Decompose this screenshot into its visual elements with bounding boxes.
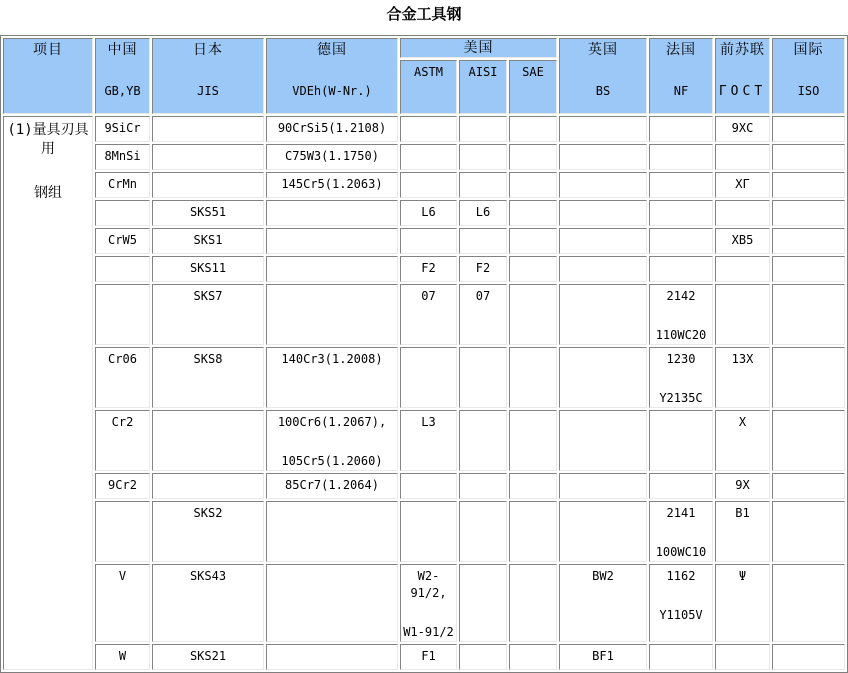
table-cell-iso [772, 501, 845, 562]
table-cell-gb_yb [95, 284, 150, 345]
table-cell-vdeh: 145Cr5(1.2063) [266, 172, 398, 198]
table-cell-iso [772, 144, 845, 170]
table-cell-vdeh: 100Cr6(1.2067), 105Cr5(1.2060) [266, 410, 398, 471]
table-row [3, 172, 845, 198]
table-cell-bs [559, 501, 647, 562]
table-cell-sae [509, 256, 557, 282]
table-cell-vdeh [266, 564, 398, 642]
table-cell-jis: SKS43 [152, 564, 264, 642]
table-row [3, 410, 845, 471]
table-cell-astm [400, 172, 457, 198]
header-germany: 德国 VDEh(W-Nr.) [266, 38, 398, 114]
table-cell-bs [559, 284, 647, 345]
table-cell-gost: XГ [715, 172, 770, 198]
table-cell-nf [649, 200, 713, 226]
steel-grade-comparison-table [0, 35, 848, 673]
table-cell-jis [152, 410, 264, 471]
table-cell-astm: L3 [400, 410, 457, 471]
table-cell-aisi [459, 564, 507, 642]
table-cell-gb_yb: Cr2 [95, 410, 150, 471]
table-cell-nf: 2141 100WC10 [649, 501, 713, 562]
table-cell-sae [509, 347, 557, 408]
table-cell-aisi: F2 [459, 256, 507, 282]
table-cell-bs [559, 228, 647, 254]
table-header [3, 38, 845, 114]
table-cell-iso [772, 564, 845, 642]
table-cell-gb_yb: W [95, 644, 150, 670]
table-cell-nf [649, 410, 713, 471]
table-cell-gb_yb: CrMn [95, 172, 150, 198]
table-cell-jis: SKS1 [152, 228, 264, 254]
table-cell-sae [509, 644, 557, 670]
table-cell-jis [152, 116, 264, 142]
table-cell-jis: SKS11 [152, 256, 264, 282]
table-cell-astm: F2 [400, 256, 457, 282]
table-cell-sae [509, 473, 557, 499]
table-cell-aisi: L6 [459, 200, 507, 226]
table-cell-vdeh: 140Cr3(1.2008) [266, 347, 398, 408]
table-cell-bs [559, 347, 647, 408]
table-row [3, 347, 845, 408]
table-cell-nf [649, 172, 713, 198]
table-cell-bs [559, 473, 647, 499]
table-cell-gb_yb [95, 256, 150, 282]
header-france: 法国 NF [649, 38, 713, 114]
table-cell-vdeh: 85Cr7(1.2064) [266, 473, 398, 499]
table-row [3, 644, 845, 670]
table-cell-astm [400, 116, 457, 142]
table-cell-sae [509, 144, 557, 170]
table-cell-aisi [459, 172, 507, 198]
table-cell-sae [509, 564, 557, 642]
table-cell-gost: 13X [715, 347, 770, 408]
table-cell-iso [772, 473, 845, 499]
table-body [3, 116, 845, 670]
table-cell-vdeh: C75W3(1.1750) [266, 144, 398, 170]
table-row [3, 228, 845, 254]
table-row [3, 564, 845, 642]
table-cell-aisi: 07 [459, 284, 507, 345]
table-cell-iso [772, 172, 845, 198]
table-cell-aisi [459, 644, 507, 670]
table-cell-jis: SKS8 [152, 347, 264, 408]
table-cell-iso [772, 347, 845, 408]
table-row [3, 256, 845, 282]
table-cell-jis [152, 144, 264, 170]
table-cell-jis [152, 473, 264, 499]
table-cell-gb_yb: 8MnSi [95, 144, 150, 170]
table-cell-nf [649, 228, 713, 254]
header-aisi: AISI [459, 60, 507, 114]
table-cell-iso [772, 256, 845, 282]
table-cell-gost: X [715, 410, 770, 471]
table-cell-vdeh [266, 284, 398, 345]
header-japan: 日本 JIS [152, 38, 264, 114]
table-cell-aisi [459, 410, 507, 471]
header-astm: ASTM [400, 60, 457, 114]
table-cell-gb_yb: CrW5 [95, 228, 150, 254]
table-cell-bs [559, 410, 647, 471]
header-ussr: 前苏联 ГОСТ [715, 38, 770, 114]
table-cell-gost [715, 144, 770, 170]
table-cell-iso [772, 116, 845, 142]
table-cell-vdeh [266, 501, 398, 562]
table-cell-gost [715, 644, 770, 670]
table-cell-gb_yb [95, 501, 150, 562]
table-cell-iso [772, 200, 845, 226]
table-cell-nf [649, 644, 713, 670]
header-item [3, 38, 93, 114]
table-row [3, 200, 845, 226]
table-cell-jis: SKS21 [152, 644, 264, 670]
table-cell-gost: Ψ [715, 564, 770, 642]
table-cell-gost [715, 200, 770, 226]
table-cell-gost: 9X [715, 473, 770, 499]
table-cell-aisi [459, 144, 507, 170]
table-cell-iso [772, 410, 845, 471]
table-cell-astm: F1 [400, 644, 457, 670]
table-cell-vdeh [266, 256, 398, 282]
table-cell-aisi [459, 501, 507, 562]
table-row [3, 501, 845, 562]
table-cell-gb_yb: Cr06 [95, 347, 150, 408]
table-cell-aisi [459, 473, 507, 499]
table-cell-nf: 1230 Y2135C [649, 347, 713, 408]
row-group-label: (1)量具刃具用 钢组 [3, 116, 93, 670]
table-cell-vdeh [266, 200, 398, 226]
table-cell-sae [509, 228, 557, 254]
table-cell-iso [772, 228, 845, 254]
table-cell-nf [649, 144, 713, 170]
table-cell-astm [400, 228, 457, 254]
table-cell-astm: 07 [400, 284, 457, 345]
table-cell-bs [559, 144, 647, 170]
table-cell-bs: BW2 [559, 564, 647, 642]
table-cell-sae [509, 200, 557, 226]
table-cell-astm: W2-91/2, W1-91/2 [400, 564, 457, 642]
header-usa: 美国 [400, 38, 557, 58]
table-row [3, 144, 845, 170]
table-cell-gb_yb: 9Cr2 [95, 473, 150, 499]
table-cell-astm [400, 347, 457, 408]
table-cell-bs [559, 200, 647, 226]
table-cell-sae [509, 284, 557, 345]
header-sae: SAE [509, 60, 557, 114]
table-cell-bs [559, 256, 647, 282]
table-cell-gb_yb: V [95, 564, 150, 642]
table-cell-gb_yb [95, 200, 150, 226]
table-cell-aisi [459, 347, 507, 408]
table-cell-nf [649, 473, 713, 499]
table-cell-astm [400, 144, 457, 170]
table-cell-nf [649, 116, 713, 142]
table-cell-astm [400, 473, 457, 499]
table-cell-astm: L6 [400, 200, 457, 226]
table-cell-gost: 9XC [715, 116, 770, 142]
table-cell-iso [772, 284, 845, 345]
table-cell-vdeh [266, 644, 398, 670]
table-cell-gost: XB5 [715, 228, 770, 254]
table-cell-gost [715, 284, 770, 345]
header-item-label: 项目 [33, 42, 63, 58]
table-cell-bs: BF1 [559, 644, 647, 670]
table-row [3, 284, 845, 345]
table-cell-astm [400, 501, 457, 562]
table-cell-vdeh: 90CrSi5(1.2108) [266, 116, 398, 142]
header-china: 中国 GB,YB [95, 38, 150, 114]
table-cell-vdeh [266, 228, 398, 254]
table-cell-nf: 1162 Y1105V [649, 564, 713, 642]
table-cell-jis: SKS7 [152, 284, 264, 345]
table-cell-jis [152, 172, 264, 198]
table-cell-sae [509, 116, 557, 142]
table-cell-jis: SKS51 [152, 200, 264, 226]
table-cell-sae [509, 410, 557, 471]
table-row [3, 116, 845, 142]
table-cell-aisi [459, 228, 507, 254]
header-row-top [3, 38, 845, 58]
header-uk: 英国 BS [559, 38, 647, 114]
table-cell-bs [559, 116, 647, 142]
table-cell-gost: B1 [715, 501, 770, 562]
table-cell-nf: 2142 110WC20 [649, 284, 713, 345]
table-cell-jis: SKS2 [152, 501, 264, 562]
table-cell-aisi [459, 116, 507, 142]
table-cell-gost [715, 256, 770, 282]
table-cell-bs [559, 172, 647, 198]
page-title: 合金工具钢 [386, 5, 462, 23]
table-cell-sae [509, 501, 557, 562]
table-row [3, 473, 845, 499]
header-international: 国际 ISO [772, 38, 845, 114]
table-cell-nf [649, 256, 713, 282]
table-cell-iso [772, 644, 845, 670]
table-cell-sae [509, 172, 557, 198]
table-cell-gb_yb: 9SiCr [95, 116, 150, 142]
